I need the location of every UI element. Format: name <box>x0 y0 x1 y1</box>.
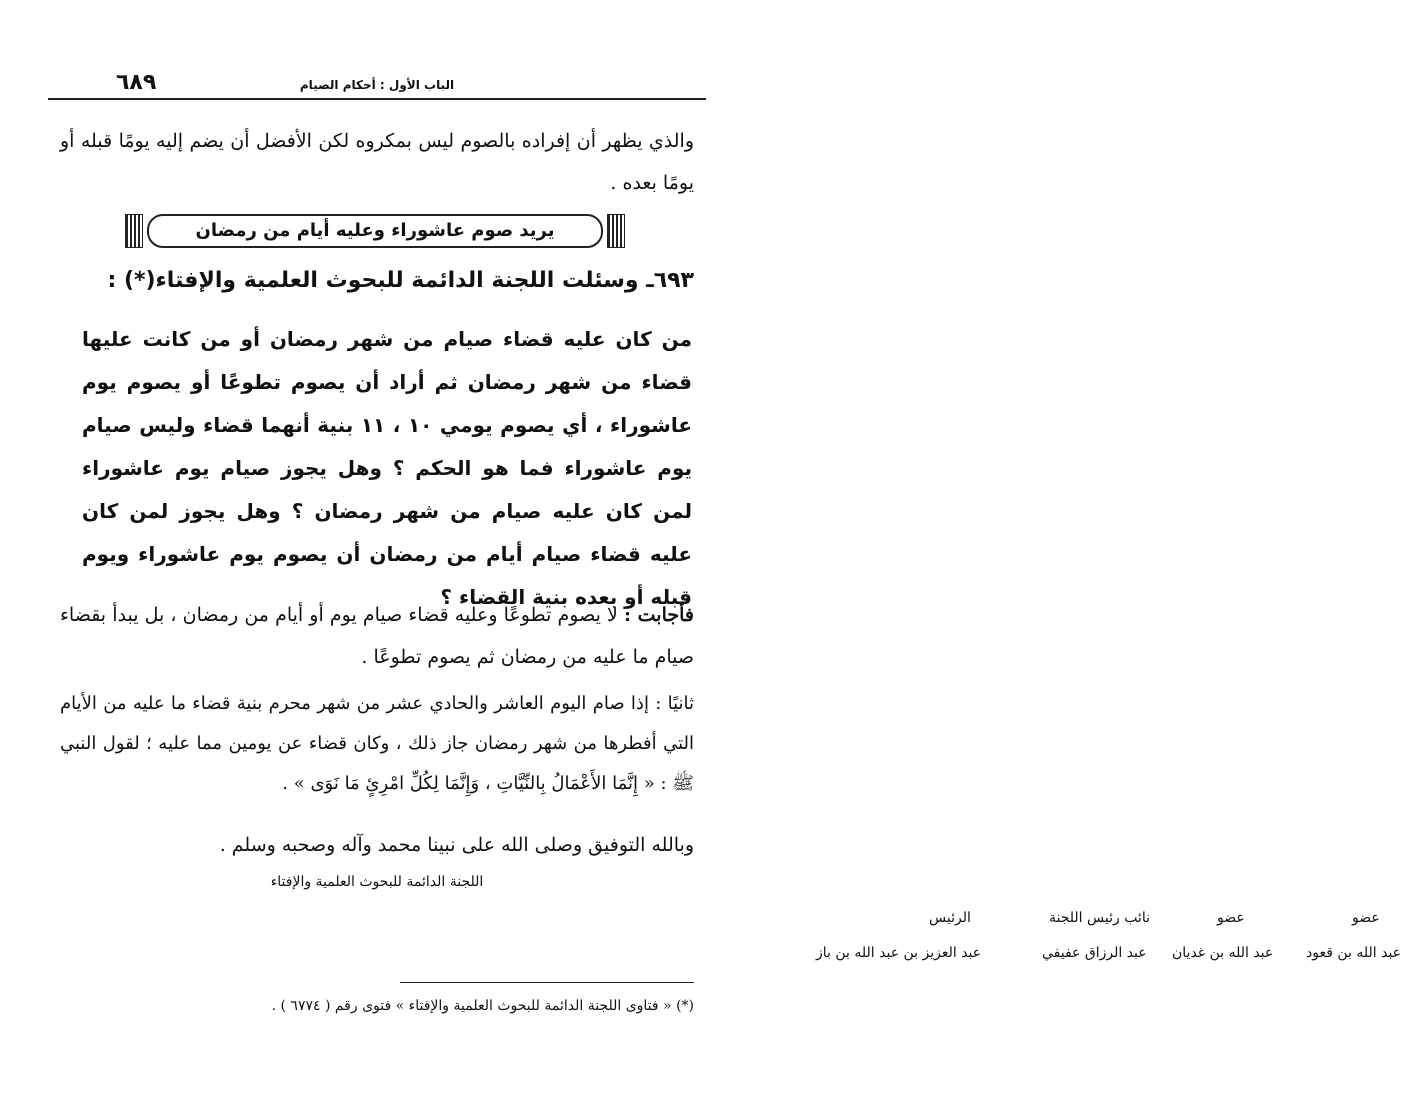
question-heading: ٦٩٣ـ وسئلت اللجنة الدائمة للبحوث العلمية والإفتاء(*) : <box>107 268 694 293</box>
answer-lead: فأجابت : <box>623 604 694 626</box>
page-number: ٦٨٩ <box>116 70 157 95</box>
closing-line: وبالله التوفيق وصلى الله على نبينا محمد وآله وصحبه وسلم . <box>219 834 694 856</box>
committee-title: اللجنة الدائمة للبحوث العلمية والإفتاء <box>270 874 484 890</box>
answer-paragraph <box>60 594 694 678</box>
role-member: عضو <box>1217 910 1245 926</box>
role-president: الرئيس <box>929 910 971 926</box>
role-vice-president: نائب رئيس اللجنة <box>1049 910 1150 926</box>
name-member: عبد الله بن قعود <box>1306 945 1401 961</box>
footnote-divider <box>400 982 694 983</box>
name-president: عبد العزيز بن عبد الله بن باز <box>816 945 982 961</box>
second-point: ثانيًا : إذا صام اليوم العاشر والحادي عشر من شهر محرم بنية قضاء ما عليه من الأيام التي أفطرها من شهر رمضان جاز ذلك ، وكان قضاء عن يومين مما عليه ؛ لقول النبي ﷺ : « إِنَّمَا الأَعْمَالُ بِالنِّيَّاتِ ، وَإِنَّمَا لِكُلِّ امْرِئٍ مَا نَوَى » . <box>60 693 694 794</box>
banner-ornament-left <box>125 214 143 248</box>
banner-ornament-right <box>607 214 625 248</box>
role-member: عضو <box>1352 910 1380 926</box>
intro-paragraph: والذي يظهر أن إفراده بالصوم ليس بمكروه لكن الأفضل أن يضم إليه يومًا قبله أو يومًا بعده . <box>60 130 694 194</box>
name-vice-president: عبد الرزاق عفيفي <box>1042 945 1147 961</box>
question-body: من كان عليه قضاء صيام من شهر رمضان أو من كانت عليها قضاء من شهر رمضان ثم أراد أن يصوم تطوعًا أو يصوم يوم عاشوراء ، أي يصوم يومي ١٠ ، ١١ بنية أنهما قضاء وليس صيام يوم عاشوراء فما هو الحكم ؟ وهل يجوز صيام يوم عاشوراء لمن كان عليه صيام من شهر رمضان ؟ وهل يجوز لمن كان عليه قضاء صيام أيام من رمضان أن يصوم يوم عاشوراء ويوم قبله أو بعده بنية القضاء ؟ <box>82 327 692 609</box>
page-header <box>48 70 706 100</box>
chapter-title: الباب الأول : أحكام الصيام <box>299 78 455 92</box>
footnote: (*) « فتاوى اللجنة الدائمة للبحوث العلمية والإفتاء » فتوى رقم ( ٦٧٧٤ ) . <box>271 998 694 1014</box>
section-banner <box>125 214 625 248</box>
answer-text: لا يصوم تطوعًا وعليه قضاء صيام يوم أو أيام من رمضان ، بل يبدأ بقضاء صيام ما عليه من رمضان ثم يصوم تطوعًا . <box>60 604 694 668</box>
name-member: عبد الله بن غديان <box>1172 945 1274 961</box>
section-title: يريد صوم عاشوراء وعليه أيام من رمضان <box>147 214 603 248</box>
